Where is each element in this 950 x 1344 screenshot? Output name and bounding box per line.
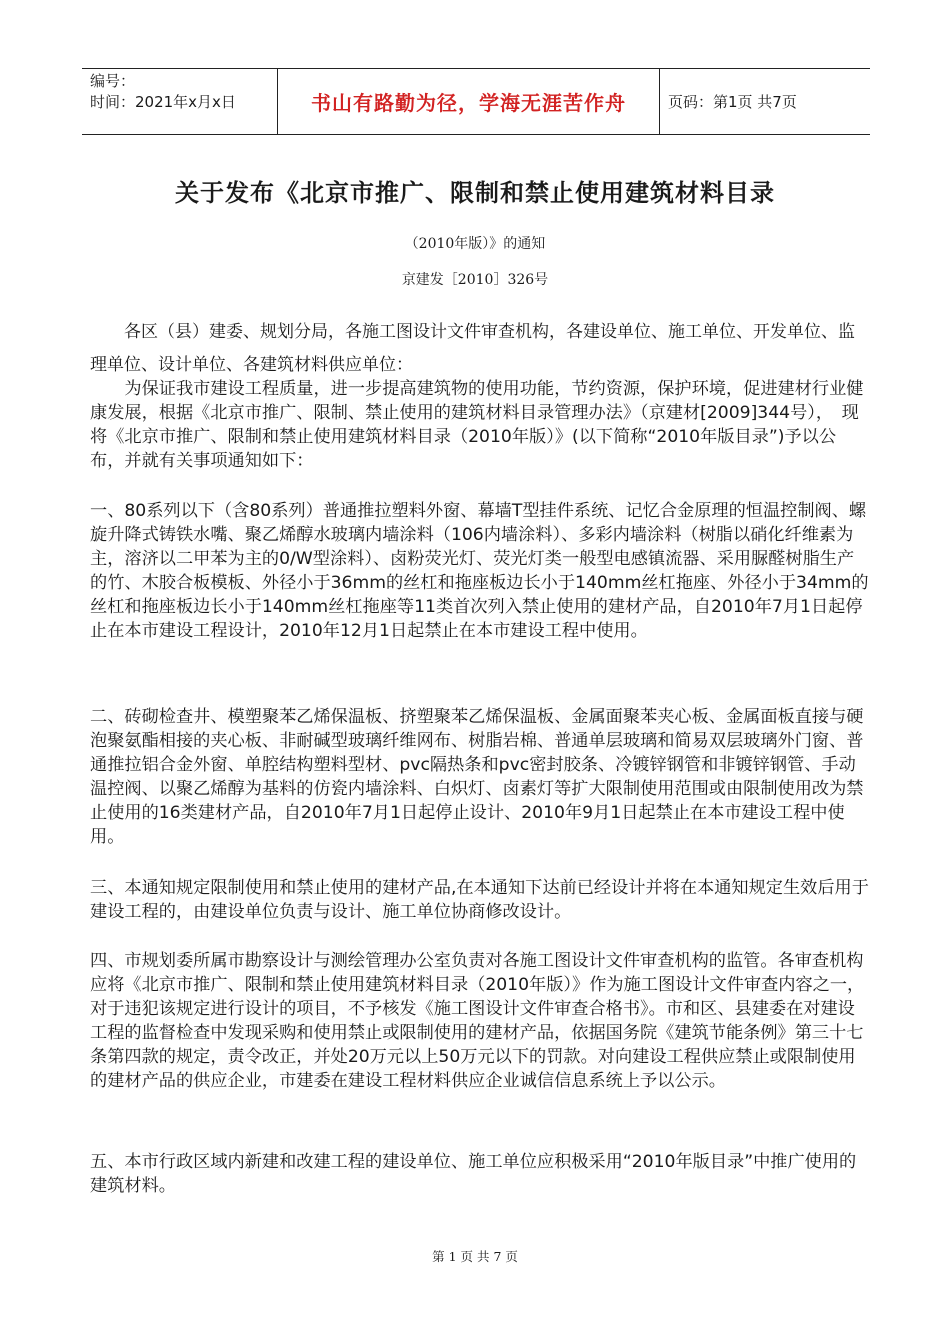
number-label: 编号： [90,72,136,90]
header-table [82,68,870,135]
header-meta [82,69,278,134]
item-paragraph: 四、市规划委所属市勘察设计与测绘管理办公室负责对各施工图设计文件审查机构的监管。各审查机构应将《北京市推广、限制和禁止使用建筑材料目录（2010年版）》作为施工图设计文件审查内容之一，对于违犯该规定进行设计的项目，不予核发《施工图设计文件审查合格书》。市和区、县建委在对建设工程的监督检查中发现采购和使用禁止或限制使用的建材产品，依据国务院《建筑节能条例》第三十七条第四款的规定，责令改正，并处20万元以上50万元以下的罚款。对向建设工程供应禁止或限制使用的建材产品的供应企业，市建委在建设工程材料供应企业诚信信息系统上予以公示。 [90,951,865,1091]
header-page-info: 页码：第1页 共7页 [668,93,797,111]
page-footer: 第 1 页 共 7 页 [432,1249,518,1264]
document-number: 京建发［2010］326号 [401,272,549,288]
item-paragraph: 二、砖砌检查井、模塑聚苯乙烯保温板、挤塑聚苯乙烯保温板、金属面聚苯夹心板、金属面板直接与硬泡聚氨酯相接的夹心板、非耐碱型玻璃纤维网布、树脂岩棉、普通单层玻璃和简易双层玻璃外门窗、普通推拉铝合金外窗、单腔结构塑料型材、pvc隔热条和pvc密封胶条、冷镀锌钢管和非镀锌钢管、手动温控阀、以聚乙烯醇为基料的仿瓷内墙涂料、白炽灯、卤素灯等扩大限制使用范围或由限制使用改为禁止使用的16类建材产品，自2010年7月1日起停止设计、2010年9月1日起禁止在本市建设工程中使用。 [90,707,864,847]
header-motto-cell [278,69,660,134]
item-paragraph: 一、80系列以下（含80系列）普通推拉塑料外窗、幕墙T型挂件系统、记忆合金原理的恒温控制阀、螺旋升降式铸铁水嘴、聚乙烯醇水玻璃内墙涂料（106内墙涂料）、多彩内墙涂料（树脂以硝化纤维素为主，溶济以二甲苯为主的0/W型涂料）、卤粉荧光灯、荧光灯类一般型电感镇流器、采用脲醛树脂生产的竹、木胶合板模板、外径小于36mm的丝杠和拖座板边长小于140mm丝杠拖座、外径小于34mm的丝杠和拖座板边长小于140mm丝杠拖座等11类首次列入禁止使用的建材产品，自2010年7月1日起停止在本市建设工程设计，2010年12月1日起禁止在本市建设工程中使用。 [90,501,869,641]
salutation: 各区（县）建委、规划分局，各施工图设计文件审查机构，各建设单位、施工单位、开发单位、监理单位、设计单位、各建筑材料供应单位： [90,322,855,375]
motto: 书山有路勤为径，学海无涯苦作舟 [311,91,626,115]
document-subtitle: （2010年版）》的通知 [404,236,546,252]
document-title: 关于发布《北京市推广、限制和禁止使用建筑材料目录 [175,179,775,207]
item-paragraph: 三、本通知规定限制使用和禁止使用的建材产品,在本通知下达前已经设计并将在本通知规定生效后用于建设工程的，由建设单位负责与设计、施工单位协商修改设计。 [90,878,869,922]
intro-paragraph: 为保证我市建设工程质量，进一步提高建筑物的使用功能，节约资源，保护环境，促进建材行业健康发展，根据《北京市推广、限制、禁止使用的建筑材料目录管理办法》（京建材[2009]344号）， 现将《北京市推广、限制和禁止使用建筑材料目录（2010年版）》(以下简称“2010年版目录”)予以公布，并就有关事项通知如下： [90,379,864,471]
time-label: 时间：2021年x月x日 [90,93,236,111]
item-paragraph: 五、本市行政区域内新建和改建工程的建设单位、施工单位应积极采用“2010年版目录”中推广使用的建筑材料。 [90,1152,857,1196]
